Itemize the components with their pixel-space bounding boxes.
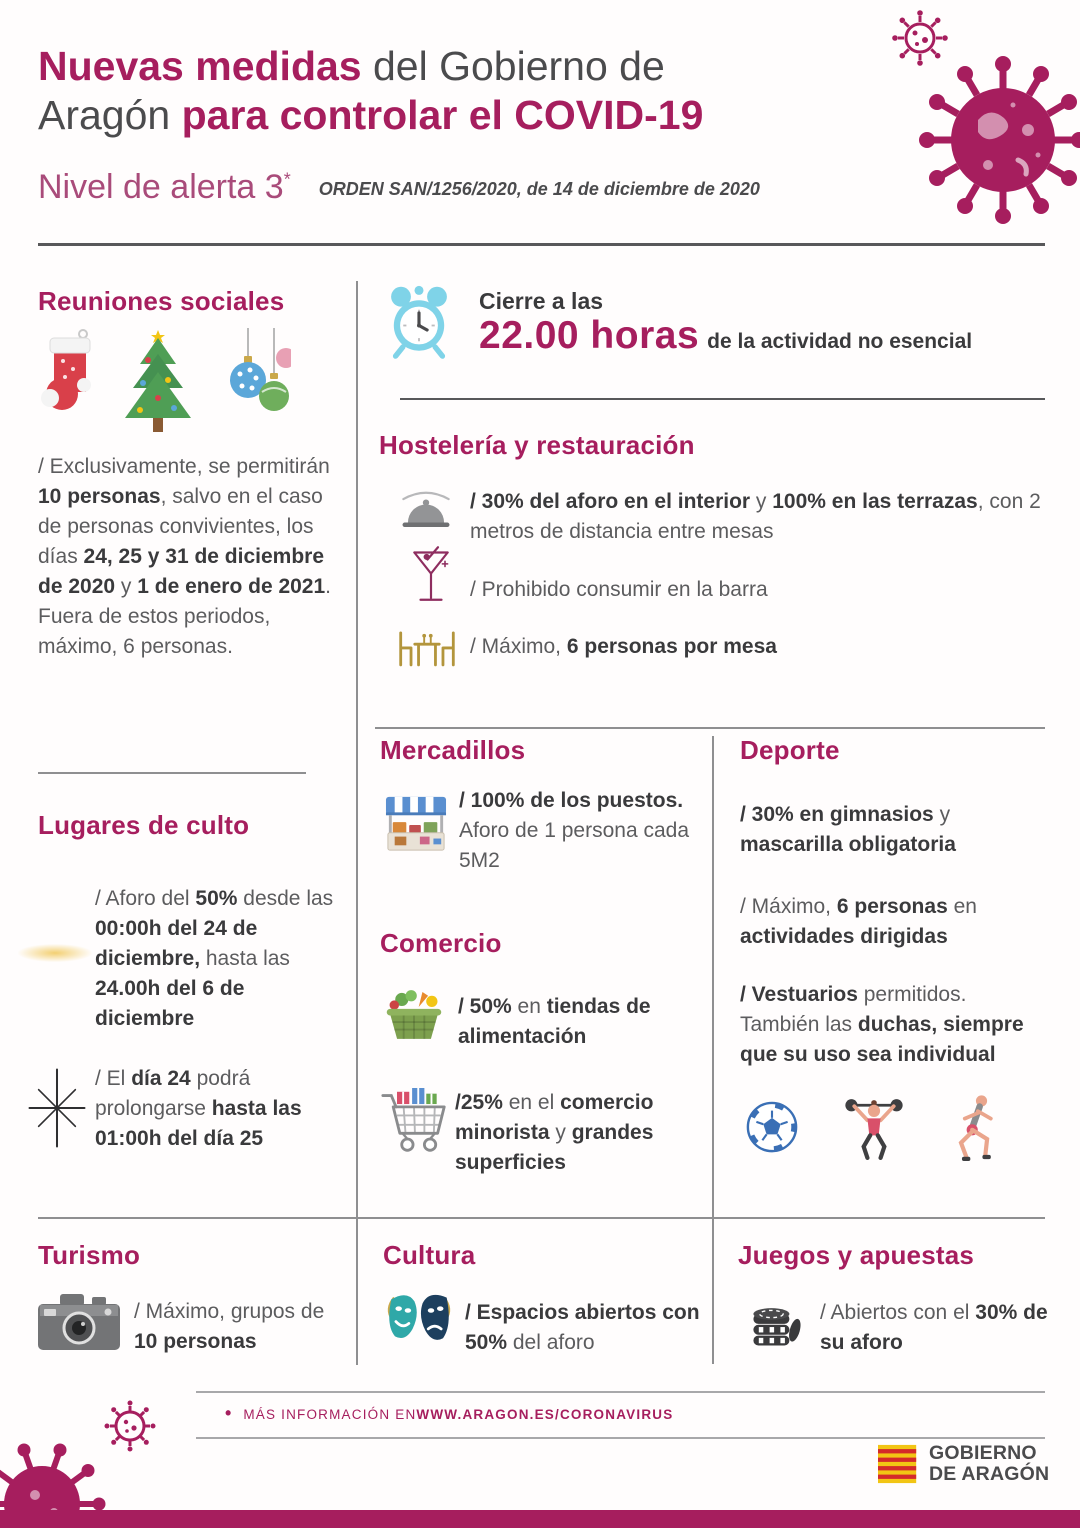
star-sparkle-icon [24,1066,90,1150]
curfew-time: 22.00 horas [479,314,700,357]
camera-icon [36,1292,122,1352]
curfew-rule [400,398,1045,400]
baubles-icon [230,328,291,411]
bottom-sections-divider [38,1217,1045,1219]
culto-item-aforo: / Aforo del 50% desde las 00:00h del 24 de diciembre, hasta las 24.00h del 6 de diciembre [95,887,334,1031]
alert-row [38,168,760,207]
juegos-text: / Abiertos con el 30% de su aforo [820,1301,1048,1355]
section-heading-turismo: Turismo [38,1240,141,1270]
deporte-item-gimnasios: / 30% en gimnasios y mascarilla obligatoria [740,803,956,857]
hosteleria-item-mesa: / Máximo, 6 personas por mesa [470,635,777,658]
poker-chips-icon [748,1293,802,1353]
shopping-cart-icon [380,1086,448,1158]
mercadillos-text: / 100% de los puestos. Aforo de 1 persona cada 5M2 [459,789,689,873]
hosteleria-item-barra: / Prohibido consumir en la barra [470,578,768,601]
market-stall-icon [383,793,449,855]
turismo-text: / Máximo, grupos de 10 personas [134,1300,325,1354]
virus-icon [868,0,1080,255]
bottom-accent-bar [0,1510,1080,1528]
footer-line-top [196,1391,1045,1393]
aragon-flag-icon [878,1442,920,1486]
food-basket-icon [383,986,445,1043]
section-heading-hosteleria: Hostelería y restauración [379,430,695,460]
curfew-line2 [479,314,972,358]
section-heading-mercadillos: Mercadillos [380,735,526,765]
virus-decoration-bottom-left [0,1392,190,1528]
page-title-line2: Aragón para controlar el COVID-19 [38,92,704,139]
weightlifter-icon [843,1090,905,1160]
christmas-icons [36,328,291,440]
footer-bullet: • [225,1403,232,1423]
vertical-divider-left [356,281,358,1365]
page-title-line1: Nuevas medidas del Gobierno de [38,43,665,89]
logo-line2: DE ARAGÓN [929,1463,1050,1485]
gobierno-aragon-logo [878,1442,1049,1486]
hosteleria-item-aforo: / 30% del aforo en el interior y 100% en las terrazas, con 2 metros de distancia entre mesas [470,490,1041,544]
virus-outline-icon [105,1401,156,1452]
alarm-clock-icon [383,282,455,360]
runner-icon [948,1092,1002,1162]
footer-info [225,1403,673,1424]
section-heading-cultura: Cultura [383,1240,476,1270]
section-heading-comercio: Comercio [380,928,502,958]
theater-masks-icon [383,1292,455,1353]
culto-item-dia24: / El día 24 podrá prolongarse hasta las 01:00h del día 25 [95,1067,302,1151]
section-heading-reuniones: Reuniones sociales [38,286,285,316]
table-chairs-icon [396,625,458,669]
comercio-item-minorista: /25% en el comercio minorista y grandes superficies [455,1091,654,1175]
footer-info-prefix: MÁS INFORMACIÓN EN [243,1407,417,1422]
cocktail-icon [410,545,452,609]
cloche-icon [398,490,454,537]
deporte-item-dirigidas: / Máximo, 6 personas en actividades dirigidas [740,895,977,949]
deporte-item-vestuarios: / Vestuarios permitidos. También las duchas, siempre que su uso sea individual [740,983,1024,1067]
candle-glow-icon [18,944,92,962]
left-column-divider [38,772,306,774]
christmas-tree-icon [125,330,191,432]
footer-line-bottom [196,1437,1045,1439]
christmas-stocking-icon [41,330,91,410]
section-heading-culto: Lugares de culto [38,810,250,840]
section-heading-deporte: Deporte [740,735,840,765]
vertical-divider-right [712,736,714,1364]
comercio-item-alimentacion: / 50% en tiendas de alimentación [458,995,651,1049]
logo-text [929,1443,1049,1485]
header-rule [38,243,1045,246]
alert-asterisk: * [283,169,291,190]
curfew-line1: Cierre a las [479,288,604,314]
reuniones-text: / Exclusivamente, se permitirán 10 personas, salvo en el caso de personas convivientes, los días 24, 25 y 31 de diciembre de 2020 y 1 de enero de 2021. Fuera de estos periodos, máximo, 6 personas. [38,455,332,659]
footer-info-url: WWW.ARAGON.ES/CORONAVIRUS [416,1407,674,1422]
curfew-suffix: de la actividad no esencial [707,330,973,353]
soccer-ball-icon [745,1100,799,1154]
page-title [38,42,868,140]
alert-level: Nivel de alerta 3* [38,168,291,206]
section-heading-juegos: Juegos y apuestas [738,1240,975,1270]
mid-horizontal-divider [375,727,1045,729]
cultura-text: / Espacios abiertos con 50% del aforo [465,1301,700,1355]
logo-line1: GOBIERNO [929,1441,1037,1464]
order-reference: ORDEN SAN/1256/2020, de 14 de diciembre de 2020 [318,179,760,199]
